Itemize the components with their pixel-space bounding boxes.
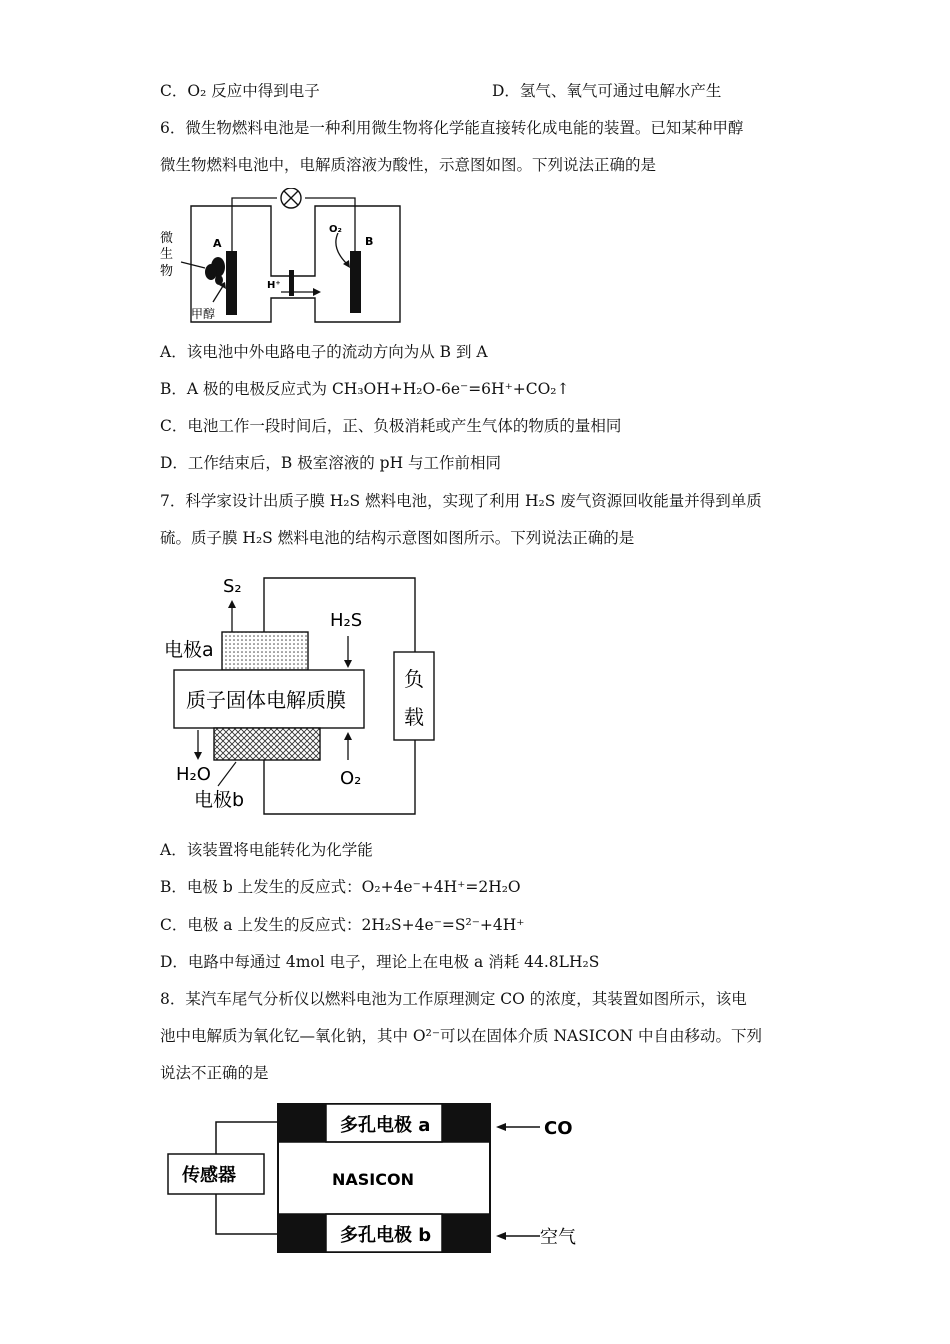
q6-option-b: B．A 极的电极反应式为 CH₃OH+H₂O-6e⁻=6H⁺+CO₂↑: [160, 380, 570, 398]
microbe-pointer: [181, 262, 205, 268]
label-s2: S₂: [223, 576, 242, 597]
q7-stem-line2: 硫。质子膜 H₂S 燃料电池的结构示意图如图所示。下列说法正确的是: [160, 529, 635, 547]
label-co: CO: [544, 1118, 573, 1139]
label-methanol: 甲醇: [191, 307, 216, 321]
microbe-icon: [205, 257, 225, 285]
label-b: B: [365, 235, 374, 248]
label-a: A: [213, 237, 222, 250]
arrow-down-icon: [344, 660, 352, 668]
q6-stem-line1: 6．微生物燃料电池是一种利用微生物将化学能直接转化成电能的装置。已知某种甲醇: [160, 119, 744, 137]
label-load-2: 载: [404, 705, 424, 729]
q6-stem-line2: 微生物燃料电池中，电解质溶液为酸性，示意图如图。下列说法正确的是: [160, 156, 657, 174]
label-electrode-a: 多孔电极 a: [340, 1115, 431, 1136]
bulb-icon: [281, 188, 301, 208]
q7-option-c: C．电极 a 上发生的反应式：2H₂S+4e⁻=S²⁻+4H⁺: [160, 916, 525, 934]
q6-option-d: D．工作结束后，B 极室溶液的 pH 与工作前相同: [160, 454, 502, 472]
q6-figure-microbial-cell: [155, 188, 415, 328]
electrode-a-end-left: [278, 1104, 326, 1142]
label-nasicon: NASICON: [332, 1170, 414, 1189]
arrow-left-icon: [496, 1232, 506, 1240]
arrow-up-icon: [344, 732, 352, 740]
q5-option-d: D．氢气、氧气可通过电解水产生: [492, 82, 722, 100]
label-o2: O₂: [329, 224, 342, 235]
electrode-b-end-right: [442, 1214, 490, 1252]
wire-bottom: [216, 1194, 278, 1234]
arrow-up-icon: [228, 600, 236, 608]
label-microbe-1: 微: [160, 231, 174, 246]
label-air: 空气: [540, 1227, 576, 1248]
arrow-left-icon: [496, 1123, 506, 1131]
electrode-b-pointer: [218, 762, 236, 786]
q7-option-a: A．该装置将电能转化为化学能: [160, 841, 373, 859]
electrode-b: [350, 251, 361, 313]
label-electrode-b: 多孔电极 b: [340, 1225, 432, 1246]
arrow-right-icon: [313, 288, 321, 296]
electrode-b: [214, 728, 320, 760]
q8-stem-line1: 8．某汽车尾气分析仪以燃料电池为工作原理测定 CO 的浓度，其装置如图所示，该电: [160, 990, 747, 1008]
label-electrode-b: 电极b: [194, 789, 245, 811]
wire-top: [216, 1122, 278, 1154]
label-membrane: 质子固体电解质膜: [186, 688, 346, 712]
q7-figure-h2s-cell: [160, 570, 450, 820]
electrode-b-end-left: [278, 1214, 326, 1252]
electrode-a: [226, 251, 237, 315]
label-electrode-a: 电极a: [164, 639, 214, 661]
label-h2s: H₂S: [330, 610, 363, 631]
q8-stem-line2: 池中电解质为氧化钇—氧化钠，其中 O²⁻可以在固体介质 NASICON 中自由移动。下列: [160, 1027, 763, 1045]
label-microbe-2: 生: [160, 247, 174, 262]
q7-stem-line1: 7．科学家设计出质子膜 H₂S 燃料电池，实现了利用 H₂S 废气资源回收能量并得到单质: [160, 492, 762, 510]
label-sensor: 传感器: [182, 1165, 236, 1186]
label-h2o: H₂O: [176, 764, 211, 785]
q6-option-c: C．电池工作一段时间后，正、负极消耗或产生气体的物质的量相同: [160, 417, 622, 435]
electrode-a-end-right: [442, 1104, 490, 1142]
label-o2: O₂: [340, 768, 362, 789]
q8-stem-line3: 说法不正确的是: [160, 1064, 269, 1082]
q6-option-a: A．该电池中外电路电子的流动方向为从 B 到 A: [160, 343, 488, 361]
label-microbe-3: 物: [160, 264, 174, 279]
q5-option-c: C．O₂ 反应中得到电子: [160, 82, 320, 100]
electrode-a: [222, 632, 308, 670]
q7-option-d: D．电路中每通过 4mol 电子，理论上在电极 a 消耗 44.8LH₂S: [160, 953, 600, 971]
q7-option-b: B．电极 b 上发生的反应式：O₂+4e⁻+4H⁺=2H₂O: [160, 878, 521, 896]
q8-figure-co-sensor: [160, 1098, 590, 1258]
label-h-plus: H⁺: [267, 280, 281, 291]
arrow-down-icon: [194, 752, 202, 760]
label-load-1: 负: [404, 667, 424, 691]
